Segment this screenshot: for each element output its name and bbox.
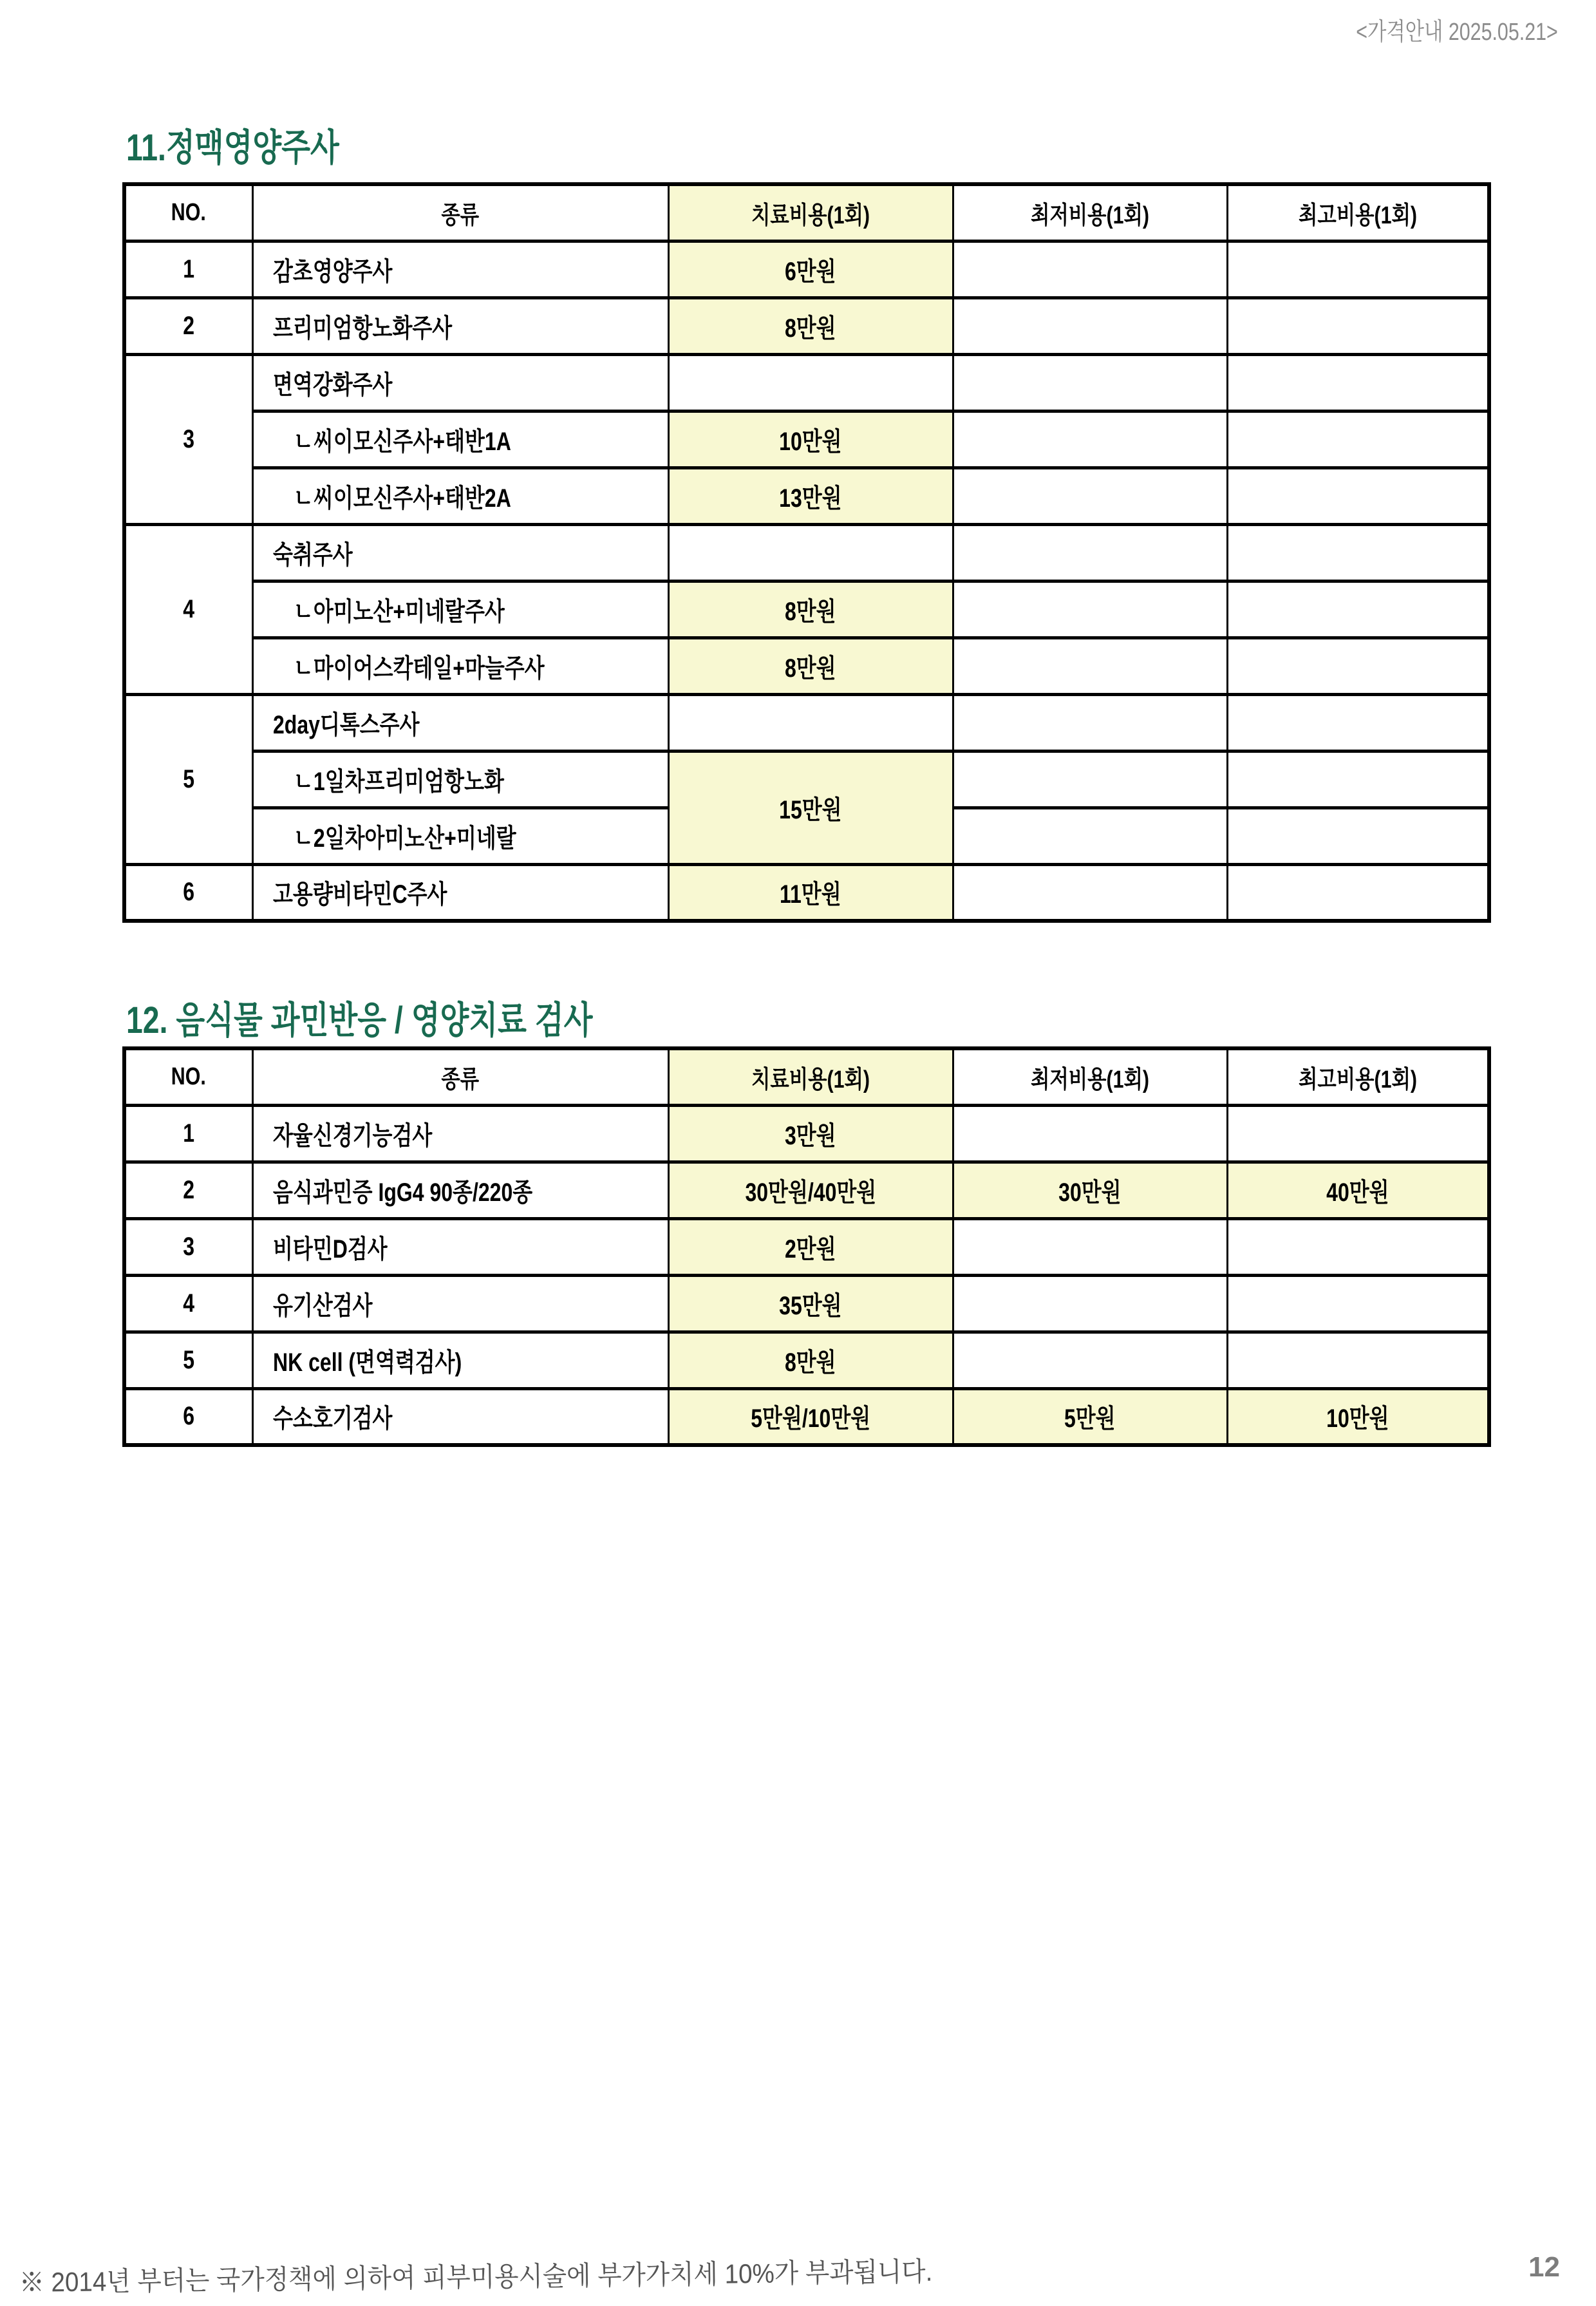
table-row-group-header bbox=[124, 694, 1489, 751]
table-row-group-header bbox=[124, 354, 1489, 411]
cell-price: 10만원 bbox=[668, 411, 953, 468]
col-header-max-cost: 최고비용(1회) bbox=[1227, 1048, 1489, 1105]
cell-type-sub: ㄴ2일차아미노산+미네랄 bbox=[252, 808, 668, 864]
cell-type-sub: ㄴ아미노산+미네랄주사 bbox=[252, 581, 668, 638]
cell-price: 13만원 bbox=[668, 468, 953, 524]
cell-price: 8만원 bbox=[668, 1332, 953, 1388]
cell-price: 2만원 bbox=[668, 1218, 953, 1275]
cell-no: 3 bbox=[124, 1218, 252, 1275]
cell-empty bbox=[953, 468, 1227, 524]
cell-no: 4 bbox=[124, 524, 252, 694]
cell-empty bbox=[953, 1218, 1227, 1275]
cell-empty bbox=[953, 1105, 1227, 1162]
cell-no: 2 bbox=[124, 298, 252, 354]
price-guide-date-text: <가격안내 2025.05.21> bbox=[1356, 19, 1558, 46]
cell-price: 5만원/10만원 bbox=[668, 1388, 953, 1445]
cell-empty bbox=[1227, 808, 1489, 864]
cell-empty bbox=[953, 638, 1227, 694]
cell-empty bbox=[953, 1275, 1227, 1332]
cell-empty bbox=[668, 694, 953, 751]
col-header-no: NO. bbox=[124, 184, 252, 241]
cell-empty bbox=[1227, 1218, 1489, 1275]
col-header-treatment-cost: 치료비용(1회) bbox=[668, 184, 953, 241]
table-row bbox=[124, 241, 1489, 298]
table-subrow bbox=[124, 751, 1489, 808]
col-header-min-cost: 최저비용(1회) bbox=[953, 1048, 1227, 1105]
table-row bbox=[124, 1332, 1489, 1388]
cell-no: 1 bbox=[124, 1105, 252, 1162]
cell-price-merged: 15만원 bbox=[668, 751, 953, 864]
col-header-treatment-cost: 치료비용(1회) bbox=[668, 1048, 953, 1105]
cell-no: 4 bbox=[124, 1275, 252, 1332]
cell-no: 6 bbox=[124, 864, 252, 921]
table-row bbox=[124, 1275, 1489, 1332]
cell-min-price: 30만원 bbox=[953, 1162, 1227, 1218]
cell-empty bbox=[953, 1332, 1227, 1388]
price-guide-date-note bbox=[1004, 12, 1583, 47]
cell-empty bbox=[953, 298, 1227, 354]
col-header-type: 종류 bbox=[252, 184, 668, 241]
table-row bbox=[124, 1388, 1489, 1445]
cell-empty bbox=[953, 864, 1227, 921]
cell-type: 유기산검사 bbox=[252, 1275, 668, 1332]
cell-empty bbox=[668, 354, 953, 411]
cell-max-price: 40만원 bbox=[1227, 1162, 1489, 1218]
iv-nutrition-injection-table bbox=[122, 182, 1491, 923]
table-subrow bbox=[124, 638, 1489, 694]
table-subrow bbox=[124, 468, 1489, 524]
section-12-title: 12. 음식물 과민반응 / 영양치료 검사 bbox=[126, 999, 593, 1041]
cell-empty bbox=[1227, 411, 1489, 468]
cell-type-sub: ㄴ마이어스칵테일+마늘주사 bbox=[252, 638, 668, 694]
cell-type: 음식과민증 IgG4 90종/220종 bbox=[252, 1162, 668, 1218]
cell-price: 11만원 bbox=[668, 864, 953, 921]
cell-type: 면역강화주사 bbox=[252, 354, 668, 411]
cell-price: 8만원 bbox=[668, 638, 953, 694]
cell-empty bbox=[1227, 1275, 1489, 1332]
cell-empty bbox=[1227, 638, 1489, 694]
cell-empty bbox=[953, 751, 1227, 808]
cell-type: 숙취주사 bbox=[252, 524, 668, 581]
vat-footer-note: ※ 2014년 부터는 국가정책에 의하여 피부미용시술에 부가가치세 10%가 부과됩니다. bbox=[19, 2256, 933, 2298]
table-header-row bbox=[124, 1048, 1489, 1105]
cell-empty bbox=[1227, 1105, 1489, 1162]
col-header-no: NO. bbox=[124, 1048, 252, 1105]
cell-empty bbox=[1227, 581, 1489, 638]
table-row bbox=[124, 1105, 1489, 1162]
cell-type: 자율신경기능검사 bbox=[252, 1105, 668, 1162]
table-row bbox=[124, 1218, 1489, 1275]
col-header-min-cost: 최저비용(1회) bbox=[953, 184, 1227, 241]
table-row bbox=[124, 1162, 1489, 1218]
cell-empty bbox=[1227, 524, 1489, 581]
cell-no: 6 bbox=[124, 1388, 252, 1445]
cell-min-price: 5만원 bbox=[953, 1388, 1227, 1445]
cell-no: 2 bbox=[124, 1162, 252, 1218]
food-sensitivity-test-table bbox=[122, 1046, 1491, 1447]
cell-type-sub: ㄴ씨이모신주사+태반1A bbox=[252, 411, 668, 468]
cell-price: 35만원 bbox=[668, 1275, 953, 1332]
cell-type: 감초영양주사 bbox=[252, 241, 668, 298]
cell-empty bbox=[953, 241, 1227, 298]
cell-empty bbox=[953, 694, 1227, 751]
cell-price: 8만원 bbox=[668, 298, 953, 354]
cell-type: 비타민D검사 bbox=[252, 1218, 668, 1275]
cell-type: 프리미엄항노화주사 bbox=[252, 298, 668, 354]
cell-no: 5 bbox=[124, 1332, 252, 1388]
cell-no: 5 bbox=[124, 694, 252, 864]
table-subrow bbox=[124, 411, 1489, 468]
cell-no: 1 bbox=[124, 241, 252, 298]
table-row bbox=[124, 298, 1489, 354]
cell-empty bbox=[953, 411, 1227, 468]
cell-type-sub: ㄴ1일차프리미엄항노화 bbox=[252, 751, 668, 808]
col-header-max-cost: 최고비용(1회) bbox=[1227, 184, 1489, 241]
cell-empty bbox=[668, 524, 953, 581]
cell-empty bbox=[1227, 298, 1489, 354]
cell-no: 3 bbox=[124, 354, 252, 524]
section-11-title: 11.정맥영양주사 bbox=[126, 127, 339, 169]
cell-empty bbox=[1227, 241, 1489, 298]
cell-price: 3만원 bbox=[668, 1105, 953, 1162]
cell-empty bbox=[1227, 468, 1489, 524]
cell-type: 고용량비타민C주사 bbox=[252, 864, 668, 921]
cell-price: 8만원 bbox=[668, 581, 953, 638]
cell-type: 2day디톡스주사 bbox=[252, 694, 668, 751]
cell-empty bbox=[1227, 864, 1489, 921]
cell-type-sub: ㄴ씨이모신주사+태반2A bbox=[252, 468, 668, 524]
cell-empty bbox=[953, 581, 1227, 638]
cell-empty bbox=[1227, 354, 1489, 411]
table-row bbox=[124, 864, 1489, 921]
table-header-row bbox=[124, 184, 1489, 241]
table-row-group-header bbox=[124, 524, 1489, 581]
cell-max-price: 10만원 bbox=[1227, 1388, 1489, 1445]
cell-price: 6만원 bbox=[668, 241, 953, 298]
cell-type: 수소호기검사 bbox=[252, 1388, 668, 1445]
cell-empty bbox=[1227, 1332, 1489, 1388]
col-header-type: 종류 bbox=[252, 1048, 668, 1105]
cell-empty bbox=[1227, 751, 1489, 808]
cell-empty bbox=[1227, 694, 1489, 751]
page-number: 12 bbox=[1528, 2251, 1560, 2283]
cell-price: 30만원/40만원 bbox=[668, 1162, 953, 1218]
table-subrow bbox=[124, 581, 1489, 638]
cell-empty bbox=[953, 808, 1227, 864]
cell-type: NK cell (면역력검사) bbox=[252, 1332, 668, 1388]
cell-empty bbox=[953, 524, 1227, 581]
cell-empty bbox=[953, 354, 1227, 411]
